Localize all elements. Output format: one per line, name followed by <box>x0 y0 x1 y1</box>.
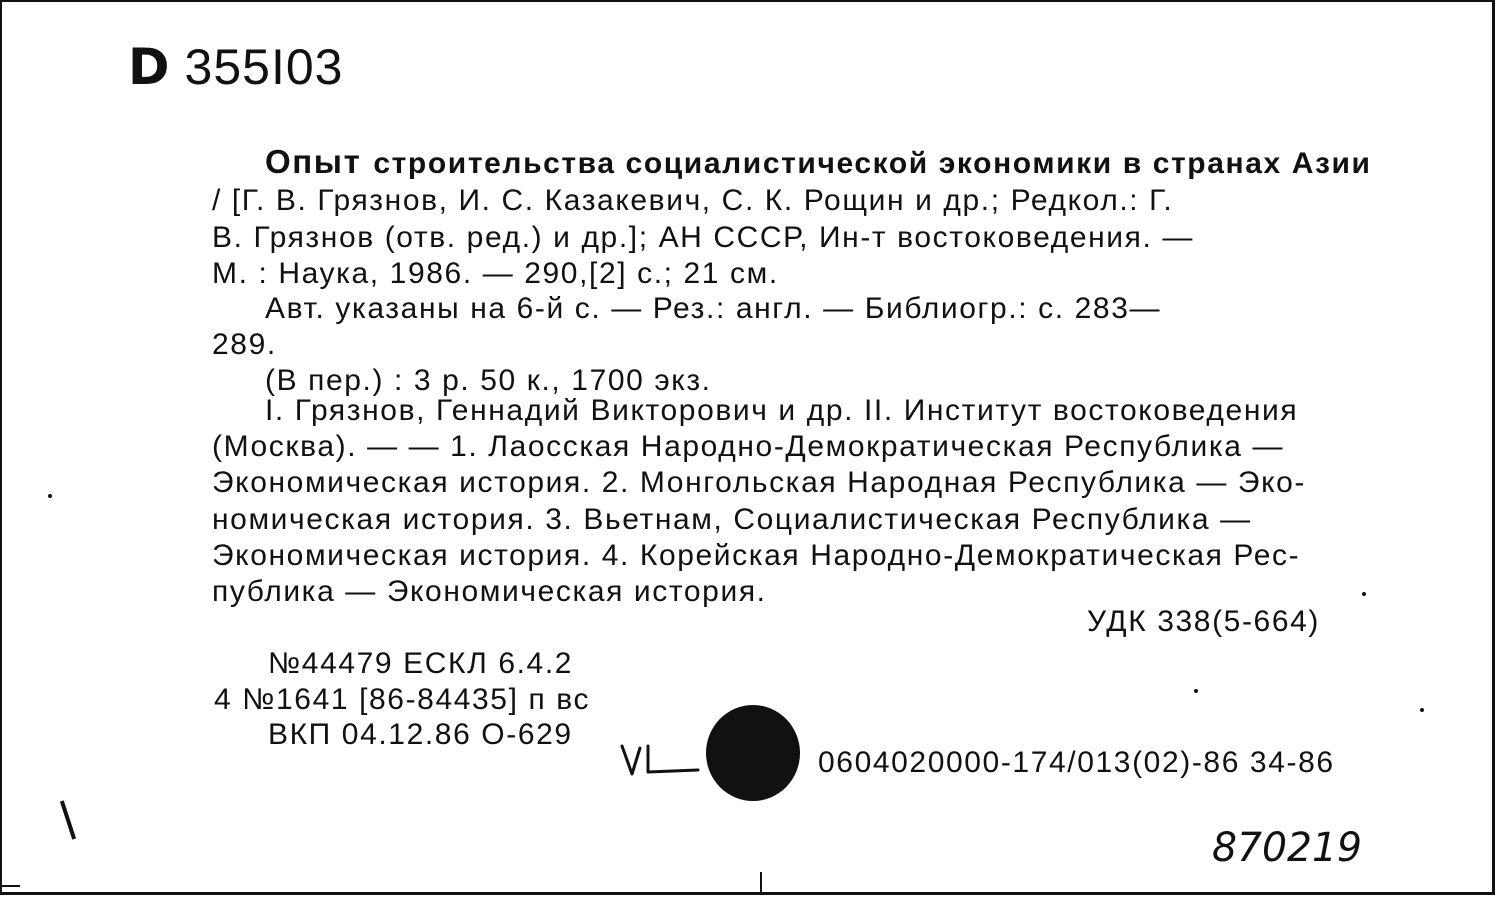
text-line: публика — Экономическая история. <box>212 575 767 608</box>
title-lead: Опыт <box>265 143 362 180</box>
stray-mark <box>760 872 762 894</box>
stray-mark <box>0 885 20 887</box>
call-number-value: 355I03 <box>184 39 344 95</box>
text-line: (Москва). — — 1. Лаосская Народно-Демократическая Республика — <box>212 430 1285 463</box>
text-line: Экономическая история. 2. Монгольская Народная Республика — Эко- <box>212 466 1307 499</box>
text-line: номическая история. 3. Вьетнам, Социалистическая Республика — <box>212 503 1252 536</box>
text-line: М. : Наука, 1986. — 290,[2] с.; 21 см. <box>212 257 779 290</box>
speck <box>48 494 52 498</box>
inventory-line: ВКП 04.12.86 О-629 <box>268 718 573 751</box>
speck <box>1194 689 1198 693</box>
speck <box>1362 592 1366 596</box>
text-line: (В пер.) : 3 р. 50 к., 1700 экз. <box>265 364 712 397</box>
svg-text:870219: 870219 <box>1212 825 1362 871</box>
text-line: / [Г. В. Грязнов, И. С. Казакевич, С. К. Рощин и др.; Редкол.: Г. <box>212 184 1174 217</box>
text-line: Авт. указаны на 6-й с. — Рез.: англ. — Библиогр.: с. 283— <box>265 292 1162 325</box>
classification-code: 0604020000-174/013(02)-86 34-86 <box>818 746 1335 779</box>
punch-hole <box>706 705 800 801</box>
text-line: 289. <box>212 328 277 361</box>
call-number <box>128 38 343 96</box>
book-title <box>265 143 1372 181</box>
speck <box>1420 708 1424 712</box>
text-line: I. Грязнов, Геннадий Викторович и др. II. Институт востоковедения <box>265 394 1299 427</box>
inventory-line: 4 №1641 [86-84435] п вс <box>214 683 591 716</box>
title-rest: строительства социалистической экономики в странах Азии <box>373 147 1372 180</box>
inventory-line: №44479 ЕСКЛ 6.4.2 <box>268 647 574 680</box>
text-line: В. Грязнов (отв. ред.) и др.]; АН СССР, Ин-т востоковедения. — <box>212 221 1194 254</box>
handwritten-initials <box>618 740 708 780</box>
handwritten-number <box>1208 815 1373 875</box>
text-line: Экономическая история. 4. Корейская Народно-Демократическая Рес- <box>212 539 1301 572</box>
call-number-prefix: D <box>128 38 171 96</box>
udk-code: УДК 338(5-664) <box>1087 605 1321 638</box>
